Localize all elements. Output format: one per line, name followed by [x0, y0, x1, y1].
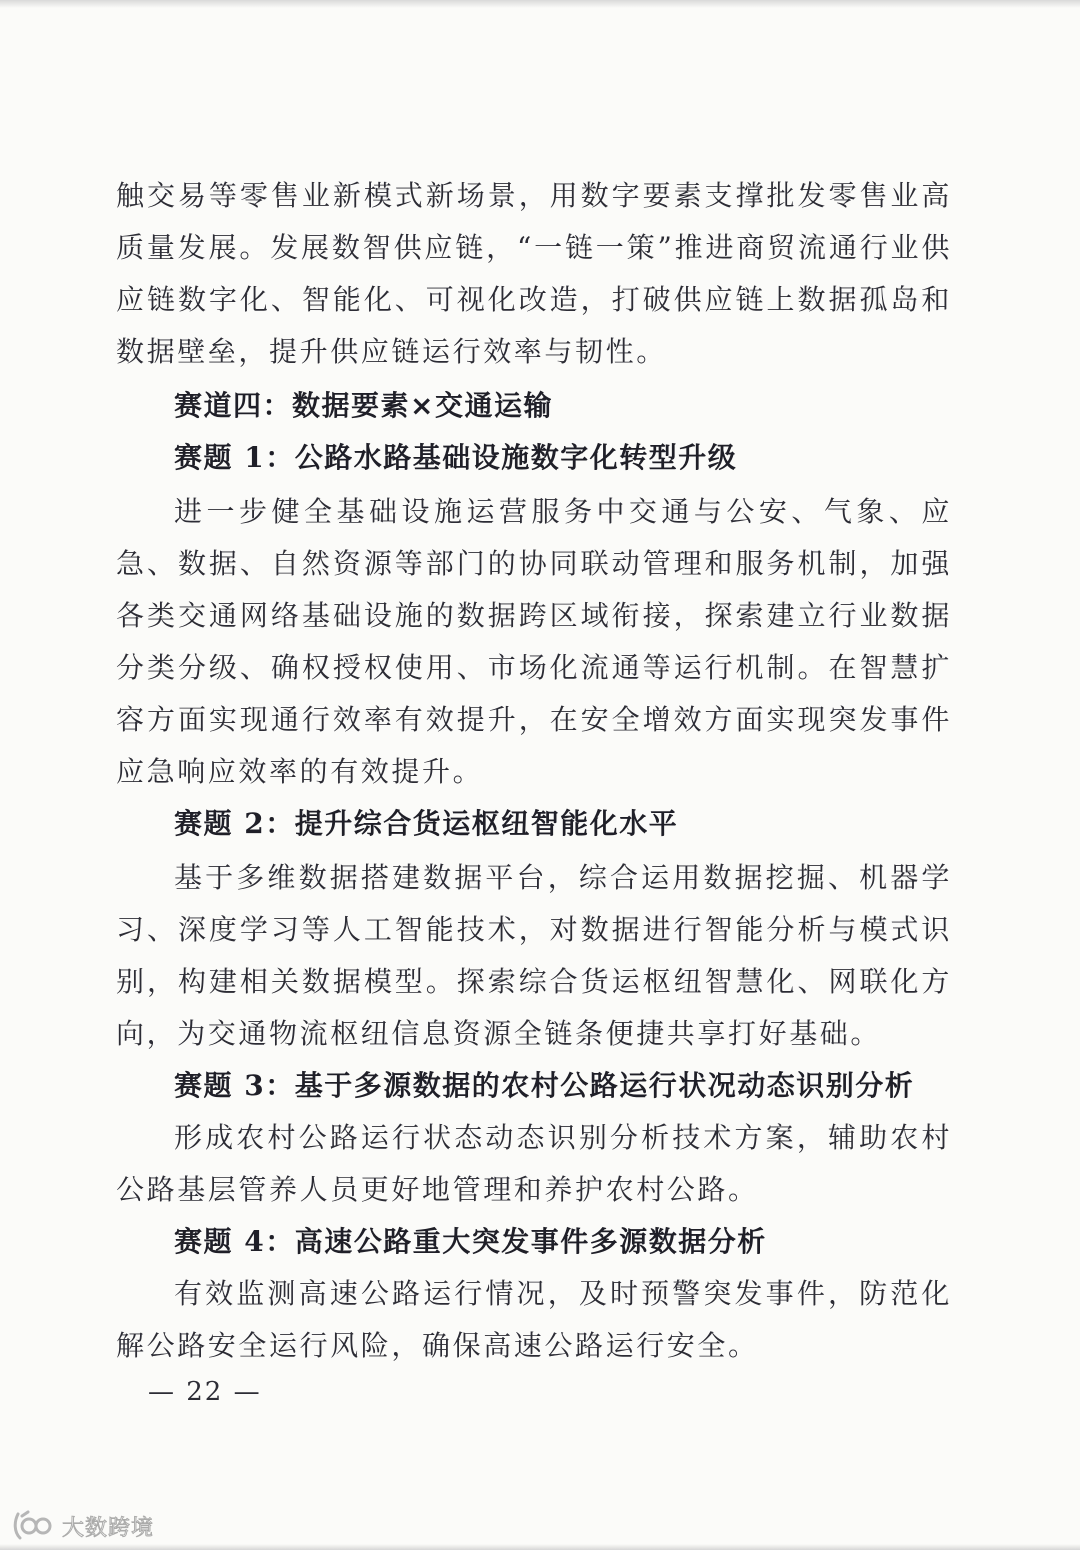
- topic-1-body: 进一步健全基础设施运营服务中交通与公安、气象、应急、数据、自然资源等部门的协同联动管理和服务机制，加强各类交通网络基础设施的数据跨区域衔接，探索建立行业数据分类分级、确权授权使用、市场化流通等运行机制。在智慧扩容方面实现通行效率有效提升，在安全增效方面实现突发事件应急响应效率的有效提升。: [116, 495, 952, 788]
- watermark: [12, 1506, 154, 1546]
- continuation-paragraph: 触交易等零售业新模式新场景，用数字要素支撑批发零售业高质量发展。发展数智供应链，“一链一策”推进商贸流通行业供应链数字化、智能化、可视化改造，打破供应链上数据孤岛和数据壁垒，提升供应链运行效率与韧性。: [116, 179, 952, 368]
- scan-bottom-edge: [0, 1544, 1080, 1550]
- topic-3-heading: 赛题 3：基于多源数据的农村公路运行状况动态识别分析: [174, 1069, 915, 1102]
- topic-4-body: 有效监测高速公路运行情况，及时预警突发事件，防范化解公路安全运行风险，确保高速公路运行安全。: [116, 1277, 952, 1362]
- topic-2-body: 基于多维数据搭建数据平台，综合运用数据挖掘、机器学习、深度学习等人工智能技术，对数据进行智能分析与模式识别，构建相关数据模型。探索综合货运枢纽智慧化、网联化方向，为交通物流枢纽信息资源全链条便捷共享打好基础。: [116, 861, 952, 1050]
- topic-3-body: 形成农村公路运行状态动态识别分析技术方案，辅助农村公路基层管养人员更好地管理和养护农村公路。: [116, 1121, 952, 1206]
- topic-2-heading: 赛题 2：提升综合货运枢纽智能化水平: [174, 807, 679, 840]
- watermark-text: 大数跨境: [62, 1515, 155, 1541]
- track-four-heading: 赛道四：数据要素×交通运输: [174, 389, 553, 422]
- topic-1-heading: 赛题 1：公路水路基础设施数字化转型升级: [174, 441, 738, 474]
- topic-4-heading: 赛题 4：高速公路重大突发事件多源数据分析: [174, 1225, 767, 1258]
- page-number: — 22 —: [148, 1377, 262, 1407]
- brand-logo-icon: [12, 1508, 56, 1544]
- scan-top-edge: [0, 0, 1080, 8]
